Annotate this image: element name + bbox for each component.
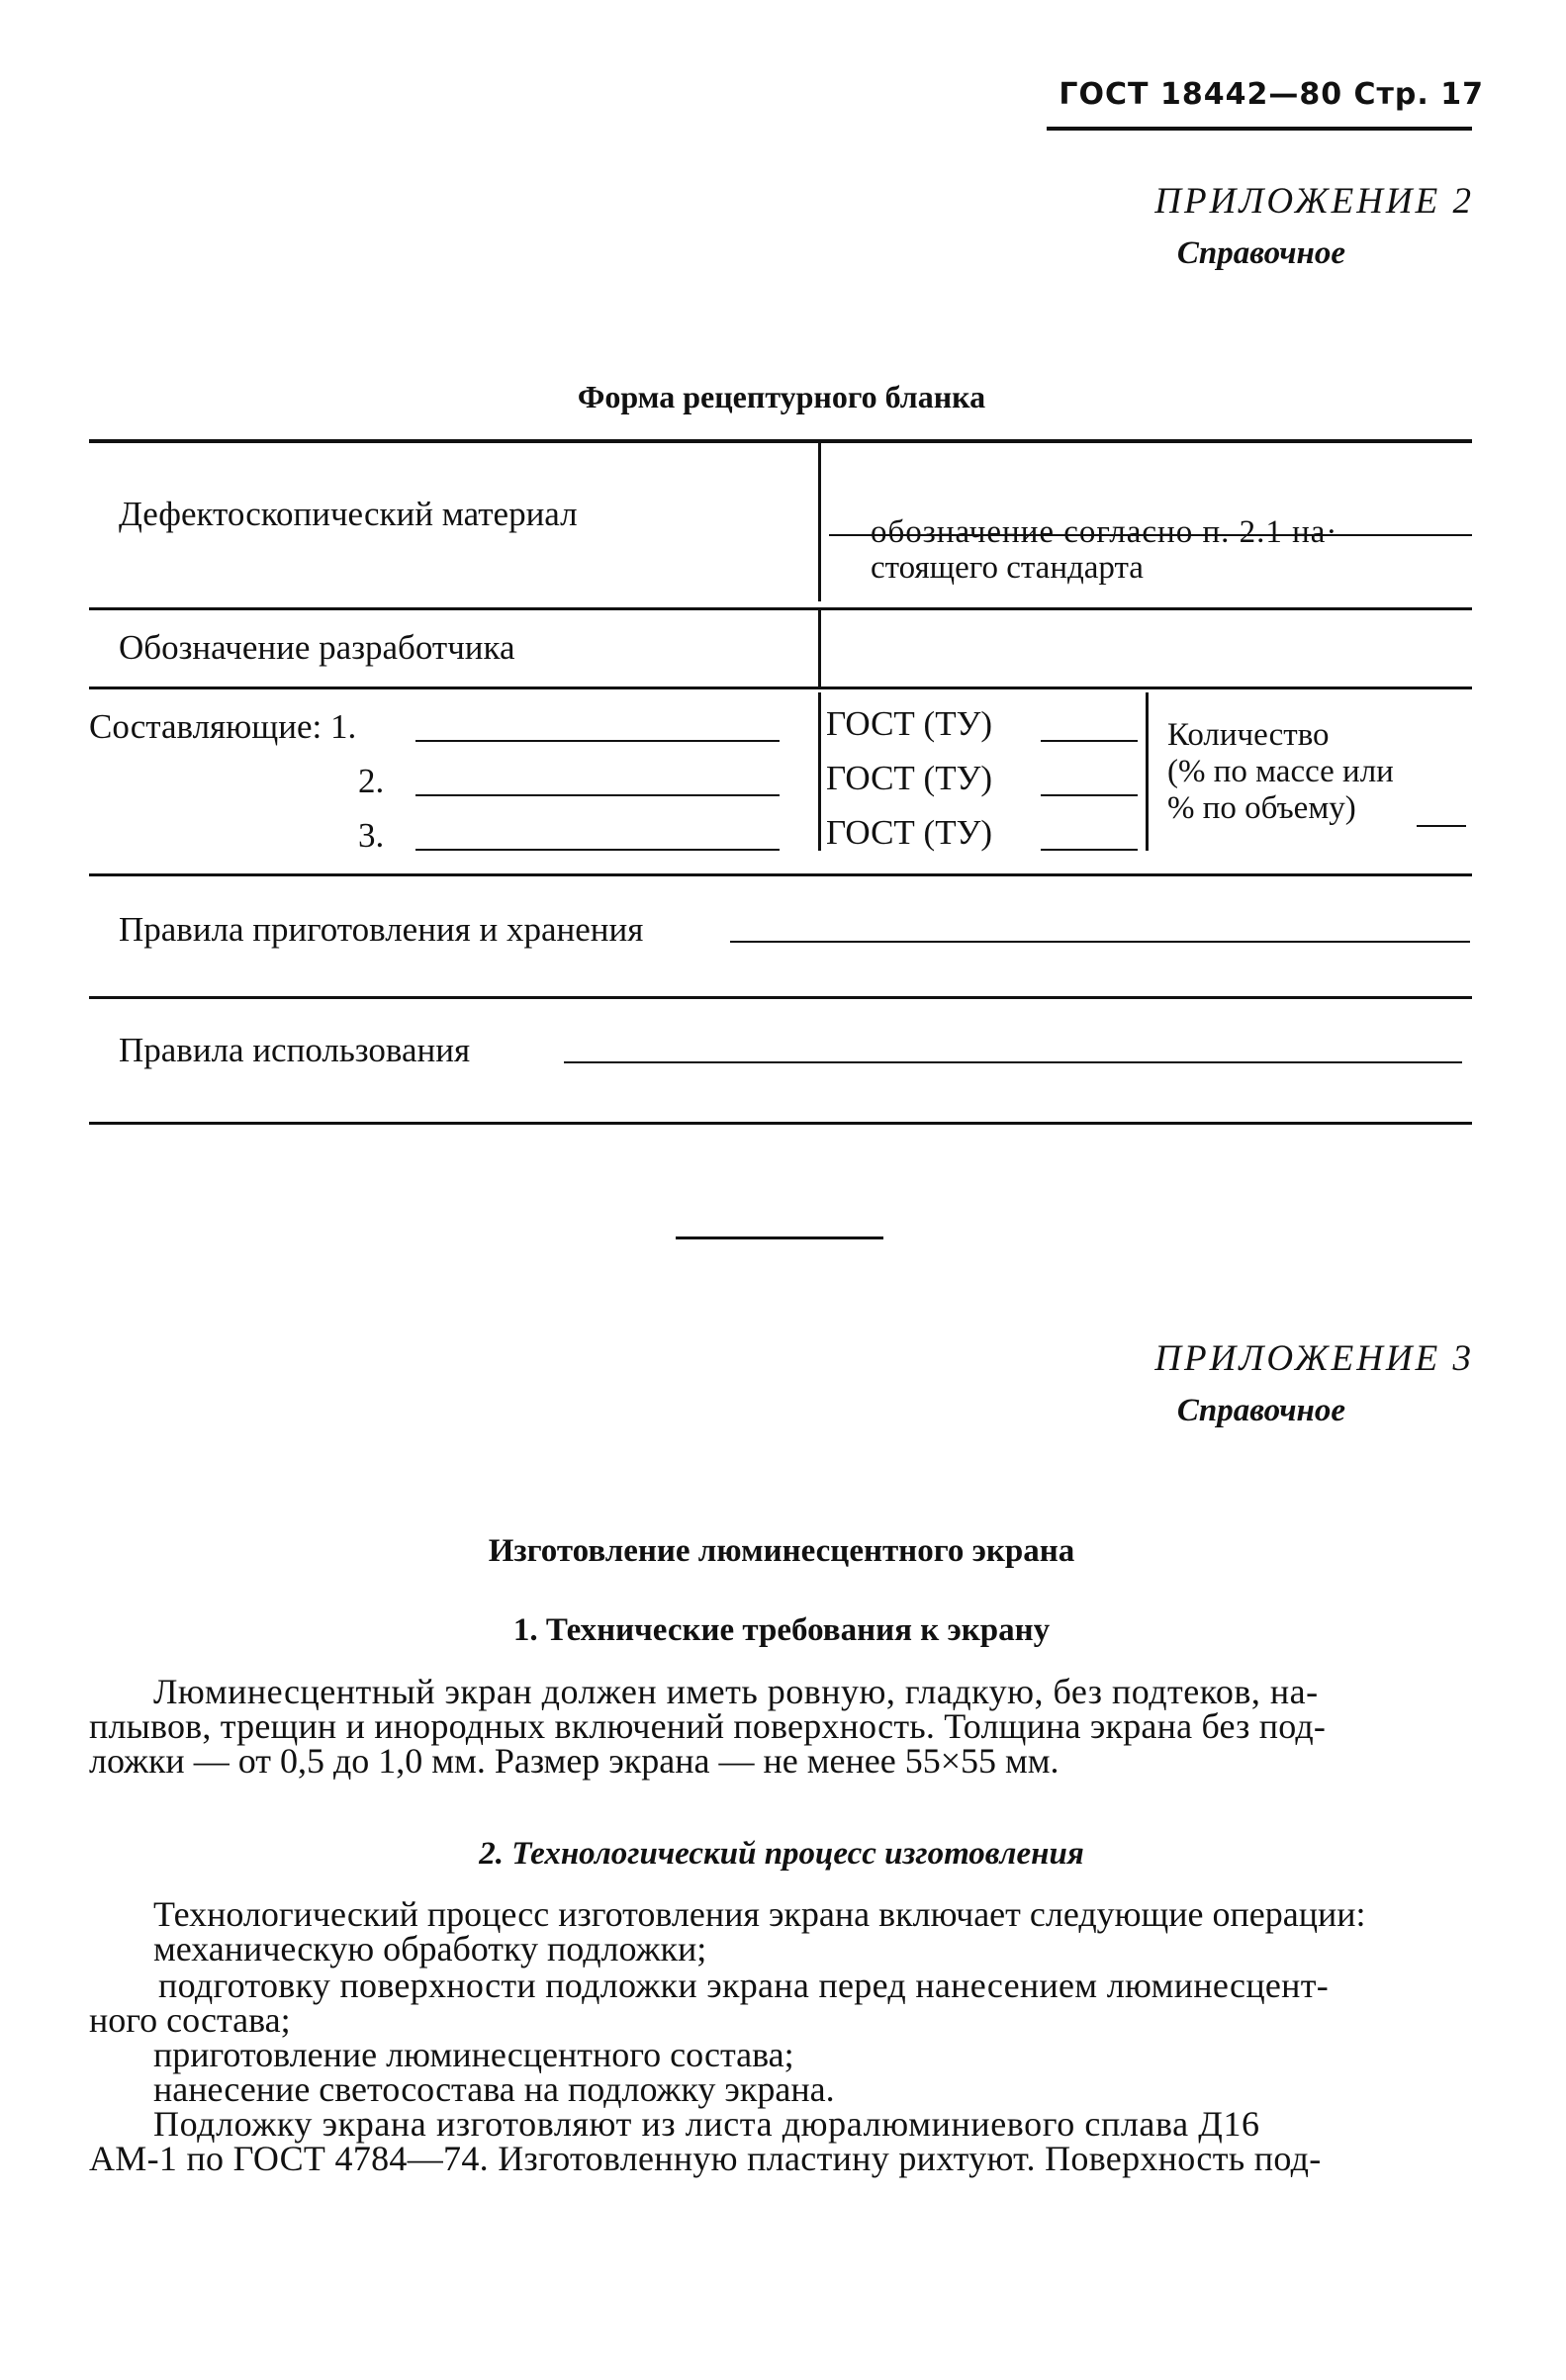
form-bottom-rule <box>89 1122 1472 1125</box>
form-row2-rule <box>89 687 1472 689</box>
usage-rules-label: Правила использования <box>119 1031 471 1069</box>
appendix2-title: ПРИЛОЖЕНИЕ 2 <box>1154 181 1474 222</box>
page-header: ГОСТ 18442—80 Стр. 17 <box>1059 77 1484 112</box>
quantity-blank[interactable] <box>1417 825 1466 827</box>
form-divider-4 <box>1146 692 1149 851</box>
section2-line-3: подготовку поверхности подложки экрана перед нанесением люминесцент- <box>158 1966 1330 2005</box>
gost-label-3: ГОСТ (ТУ) <box>826 813 993 852</box>
section1-line-2: плывов, трещин и инородных включений поверхность. Толщина экрана без под- <box>89 1706 1327 1746</box>
form-top-rule <box>89 439 1472 443</box>
preparation-rules-blank[interactable] <box>730 941 1470 943</box>
section2-line-5: приготовление люминесцентного состава; <box>153 2035 794 2074</box>
designation-note-2: стоящего стандарта <box>871 550 1144 586</box>
component-3-number: 3. <box>358 816 385 855</box>
preparation-rules-label: Правила приготовления и хранения <box>119 910 644 949</box>
appendix2-subtitle: Справочное <box>1176 235 1345 271</box>
form-row1-rule <box>89 607 1472 610</box>
section2-title: 2. Технологический процесс изготовления <box>479 1836 1084 1872</box>
section1-line-3: ложки — от 0,5 до 1,0 мм. Размер экрана — не менее 55×55 мм. <box>89 1741 1059 1781</box>
header-rule <box>1047 127 1472 131</box>
component-3-blank[interactable] <box>415 849 780 851</box>
form-divider-2 <box>818 610 821 687</box>
form-divider-1 <box>818 443 821 601</box>
section2-line-4: ного состава; <box>89 2000 291 2040</box>
gost-2-blank[interactable] <box>1041 794 1138 796</box>
appendix3-subtitle: Справочное <box>1176 1393 1345 1428</box>
section1-title: 1. Технические требования к экрану <box>512 1612 1051 1648</box>
appendix3-title: ПРИЛОЖЕНИЕ 3 <box>1154 1338 1474 1379</box>
form-row3-rule <box>89 873 1472 876</box>
usage-rules-blank[interactable] <box>564 1061 1462 1063</box>
quantity-label-3: % по объему) <box>1167 790 1356 826</box>
section2-line-8: АМ-1 по ГОСТ 4784—74. Изготовленную пластину рихтуют. Поверхность под- <box>89 2139 1322 2178</box>
gost-label-2: ГОСТ (ТУ) <box>826 759 993 797</box>
gost-label-1: ГОСТ (ТУ) <box>826 704 993 743</box>
designation-note-1: обозначение согласно п. 2.1 на· <box>871 514 1338 550</box>
section1-line-1: Люминесцентный экран должен иметь ровную, гладкую, без подтеков, на- <box>153 1672 1319 1711</box>
form-title: Форма рецептурного бланка <box>577 379 986 414</box>
section2-line-1: Технологический процесс изготовления экрана включает следующие операции: <box>153 1894 1366 1934</box>
component-2-number: 2. <box>358 762 385 800</box>
form-row4-rule <box>89 996 1472 999</box>
quantity-label-1: Количество <box>1167 717 1330 753</box>
gost-3-blank[interactable] <box>1041 849 1138 851</box>
component-2-blank[interactable] <box>415 794 780 796</box>
gost-1-blank[interactable] <box>1041 740 1138 742</box>
form-divider-3 <box>818 692 821 851</box>
section-separator <box>676 1236 883 1239</box>
component-1-blank[interactable] <box>415 740 780 742</box>
quantity-label-2: (% по массе или <box>1167 754 1394 789</box>
developer-label: Обозначение разработчика <box>119 628 515 667</box>
section2-line-7: Подложку экрана изготовляют из листа дюралюминиевого сплава Д16 <box>153 2104 1260 2144</box>
section2-line-6: нанесение светосостава на подложку экрана. <box>153 2069 835 2109</box>
screen-manufacturing-title: Изготовление люминесцентного экрана <box>488 1533 1075 1569</box>
material-label: Дефектоскопический материал <box>119 495 578 533</box>
section2-line-2: механическую обработку подложки; <box>153 1929 707 1968</box>
components-label: Составляющие: 1. <box>89 707 357 746</box>
